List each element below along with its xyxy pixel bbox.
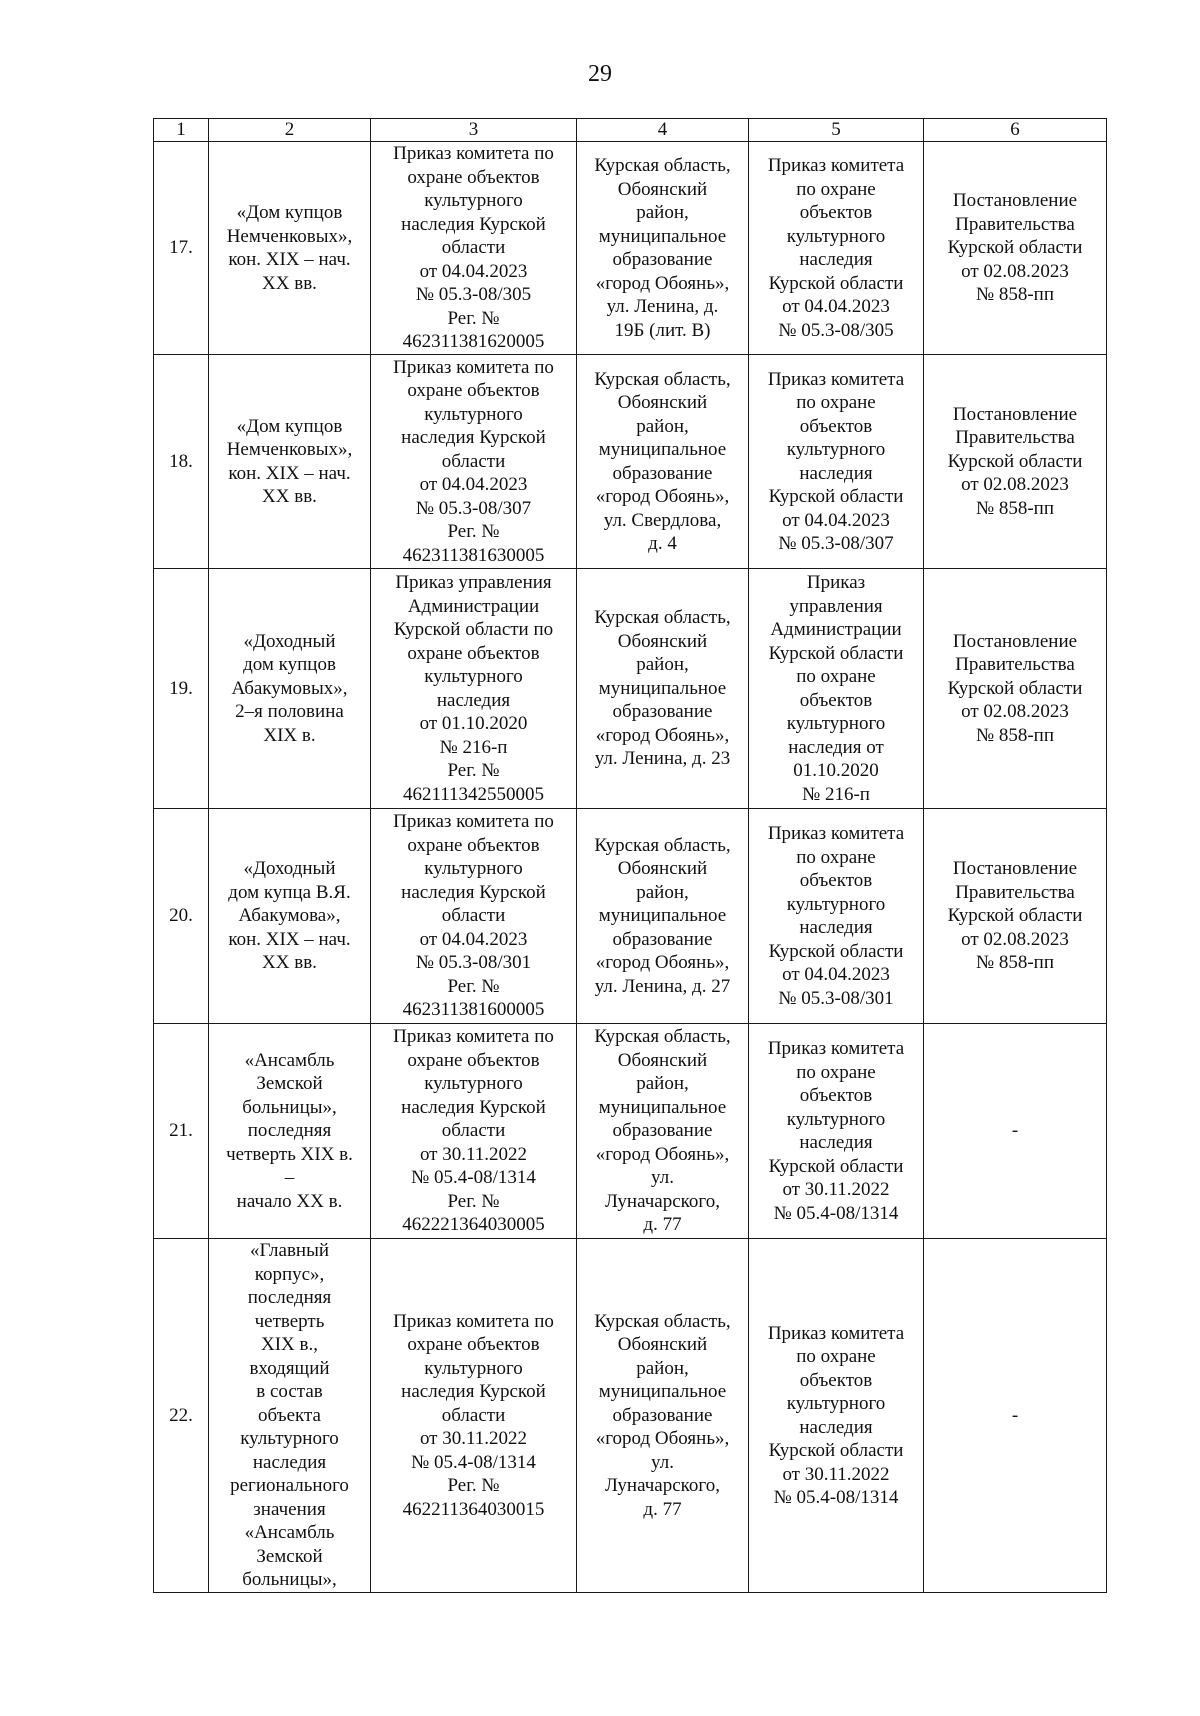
registration-document-cell: Приказ комитета по охране объектов культурного наследия Курской области от 04.04.2023 № 05.3-08/305 Рег. № 462311381620005 bbox=[371, 142, 577, 355]
table-row bbox=[154, 1024, 1107, 1239]
registration-document-cell: Приказ комитета по охране объектов культурного наследия Курской области от 04.04.2023 № 05.3-08/307 Рег. № 462311381630005 bbox=[371, 355, 577, 569]
protection-order-cell: Приказ управления Администрации Курской области по охране объектов культурного наследия от 01.10.2020 № 216-п bbox=[749, 569, 924, 809]
table-row bbox=[154, 569, 1107, 809]
object-name-cell: «Главный корпус», последняя четверть XIX в., входящий в состав объекта культурного наследия регионального значения «Ансамбль Земской больницы», bbox=[209, 1239, 371, 1593]
government-resolution-cell: Постановление Правительства Курской области от 02.08.2023 № 858-пп bbox=[924, 142, 1107, 355]
table-row bbox=[154, 142, 1107, 355]
government-resolution-cell: - bbox=[924, 1239, 1107, 1593]
registration-document-cell: Приказ управления Администрации Курской области по охране объектов культурного наследия от 01.10.2020 № 216-п Рег. № 462111342550005 bbox=[371, 569, 577, 809]
government-resolution-cell: Постановление Правительства Курской области от 02.08.2023 № 858-пп bbox=[924, 809, 1107, 1024]
protection-order-cell: Приказ комитета по охране объектов культурного наследия Курской области от 04.04.2023 № 05.3-08/305 bbox=[749, 142, 924, 355]
object-name-cell: «Дом купцов Немченковых», кон. XIX – нач. XX вв. bbox=[209, 355, 371, 569]
object-name-cell: «Доходный дом купцов Абакумовых», 2–я половина XIX в. bbox=[209, 569, 371, 809]
protection-order-cell: Приказ комитета по охране объектов культурного наследия Курской области от 30.11.2022 № 05.4-08/1314 bbox=[749, 1239, 924, 1593]
protection-order-cell: Приказ комитета по охране объектов культурного наследия Курской области от 30.11.2022 № 05.4-08/1314 bbox=[749, 1024, 924, 1239]
table-header-row bbox=[154, 119, 1107, 142]
government-resolution-cell: - bbox=[924, 1024, 1107, 1239]
column-header: 4 bbox=[577, 119, 749, 142]
object-name-cell: «Дом купцов Немченковых», кон. XIX – нач. XX вв. bbox=[209, 142, 371, 355]
row-number: 20. bbox=[154, 809, 209, 1024]
address-cell: Курская область, Обоянский район, муниципальное образование «город Обоянь», ул. Луначарского, д. 77 bbox=[577, 1024, 749, 1239]
table-row bbox=[154, 355, 1107, 569]
object-name-cell: «Доходный дом купца В.Я. Абакумова», кон. XIX – нач. XX вв. bbox=[209, 809, 371, 1024]
registration-document-cell: Приказ комитета по охране объектов культурного наследия Курской области от 30.11.2022 № 05.4-08/1314 Рег. № 462211364030015 bbox=[371, 1239, 577, 1593]
address-cell: Курская область, Обоянский район, муниципальное образование «город Обоянь», ул. Свердлова, д. 4 bbox=[577, 355, 749, 569]
row-number: 21. bbox=[154, 1024, 209, 1239]
government-resolution-cell: Постановление Правительства Курской области от 02.08.2023 № 858-пп bbox=[924, 355, 1107, 569]
column-header: 1 bbox=[154, 119, 209, 142]
table-row bbox=[154, 1239, 1107, 1593]
column-header: 6 bbox=[924, 119, 1107, 142]
registration-document-cell: Приказ комитета по охране объектов культурного наследия Курской области от 04.04.2023 № 05.3-08/301 Рег. № 462311381600005 bbox=[371, 809, 577, 1024]
row-number: 17. bbox=[154, 142, 209, 355]
address-cell: Курская область, Обоянский район, муниципальное образование «город Обоянь», ул. Ленина, д. 27 bbox=[577, 809, 749, 1024]
page-number: 29 bbox=[588, 61, 612, 87]
column-header: 3 bbox=[371, 119, 577, 142]
table-row bbox=[154, 809, 1107, 1024]
address-cell: Курская область, Обоянский район, муниципальное образование «город Обоянь», ул. Ленина, д. 19Б (лит. В) bbox=[577, 142, 749, 355]
row-number: 22. bbox=[154, 1239, 209, 1593]
column-header: 2 bbox=[209, 119, 371, 142]
registration-document-cell: Приказ комитета по охране объектов культурного наследия Курской области от 30.11.2022 № 05.4-08/1314 Рег. № 462221364030005 bbox=[371, 1024, 577, 1239]
government-resolution-cell: Постановление Правительства Курской области от 02.08.2023 № 858-пп bbox=[924, 569, 1107, 809]
address-cell: Курская область, Обоянский район, муниципальное образование «город Обоянь», ул. Ленина, д. 23 bbox=[577, 569, 749, 809]
row-number: 19. bbox=[154, 569, 209, 809]
heritage-objects-table bbox=[153, 118, 1107, 1593]
protection-order-cell: Приказ комитета по охране объектов культурного наследия Курской области от 04.04.2023 № 05.3-08/307 bbox=[749, 355, 924, 569]
row-number: 18. bbox=[154, 355, 209, 569]
object-name-cell: «Ансамбль Земской больницы», последняя четверть XIX в. – начало XX в. bbox=[209, 1024, 371, 1239]
column-header: 5 bbox=[749, 119, 924, 142]
protection-order-cell: Приказ комитета по охране объектов культурного наследия Курской области от 04.04.2023 № 05.3-08/301 bbox=[749, 809, 924, 1024]
address-cell: Курская область, Обоянский район, муниципальное образование «город Обоянь», ул. Луначарского, д. 77 bbox=[577, 1239, 749, 1593]
